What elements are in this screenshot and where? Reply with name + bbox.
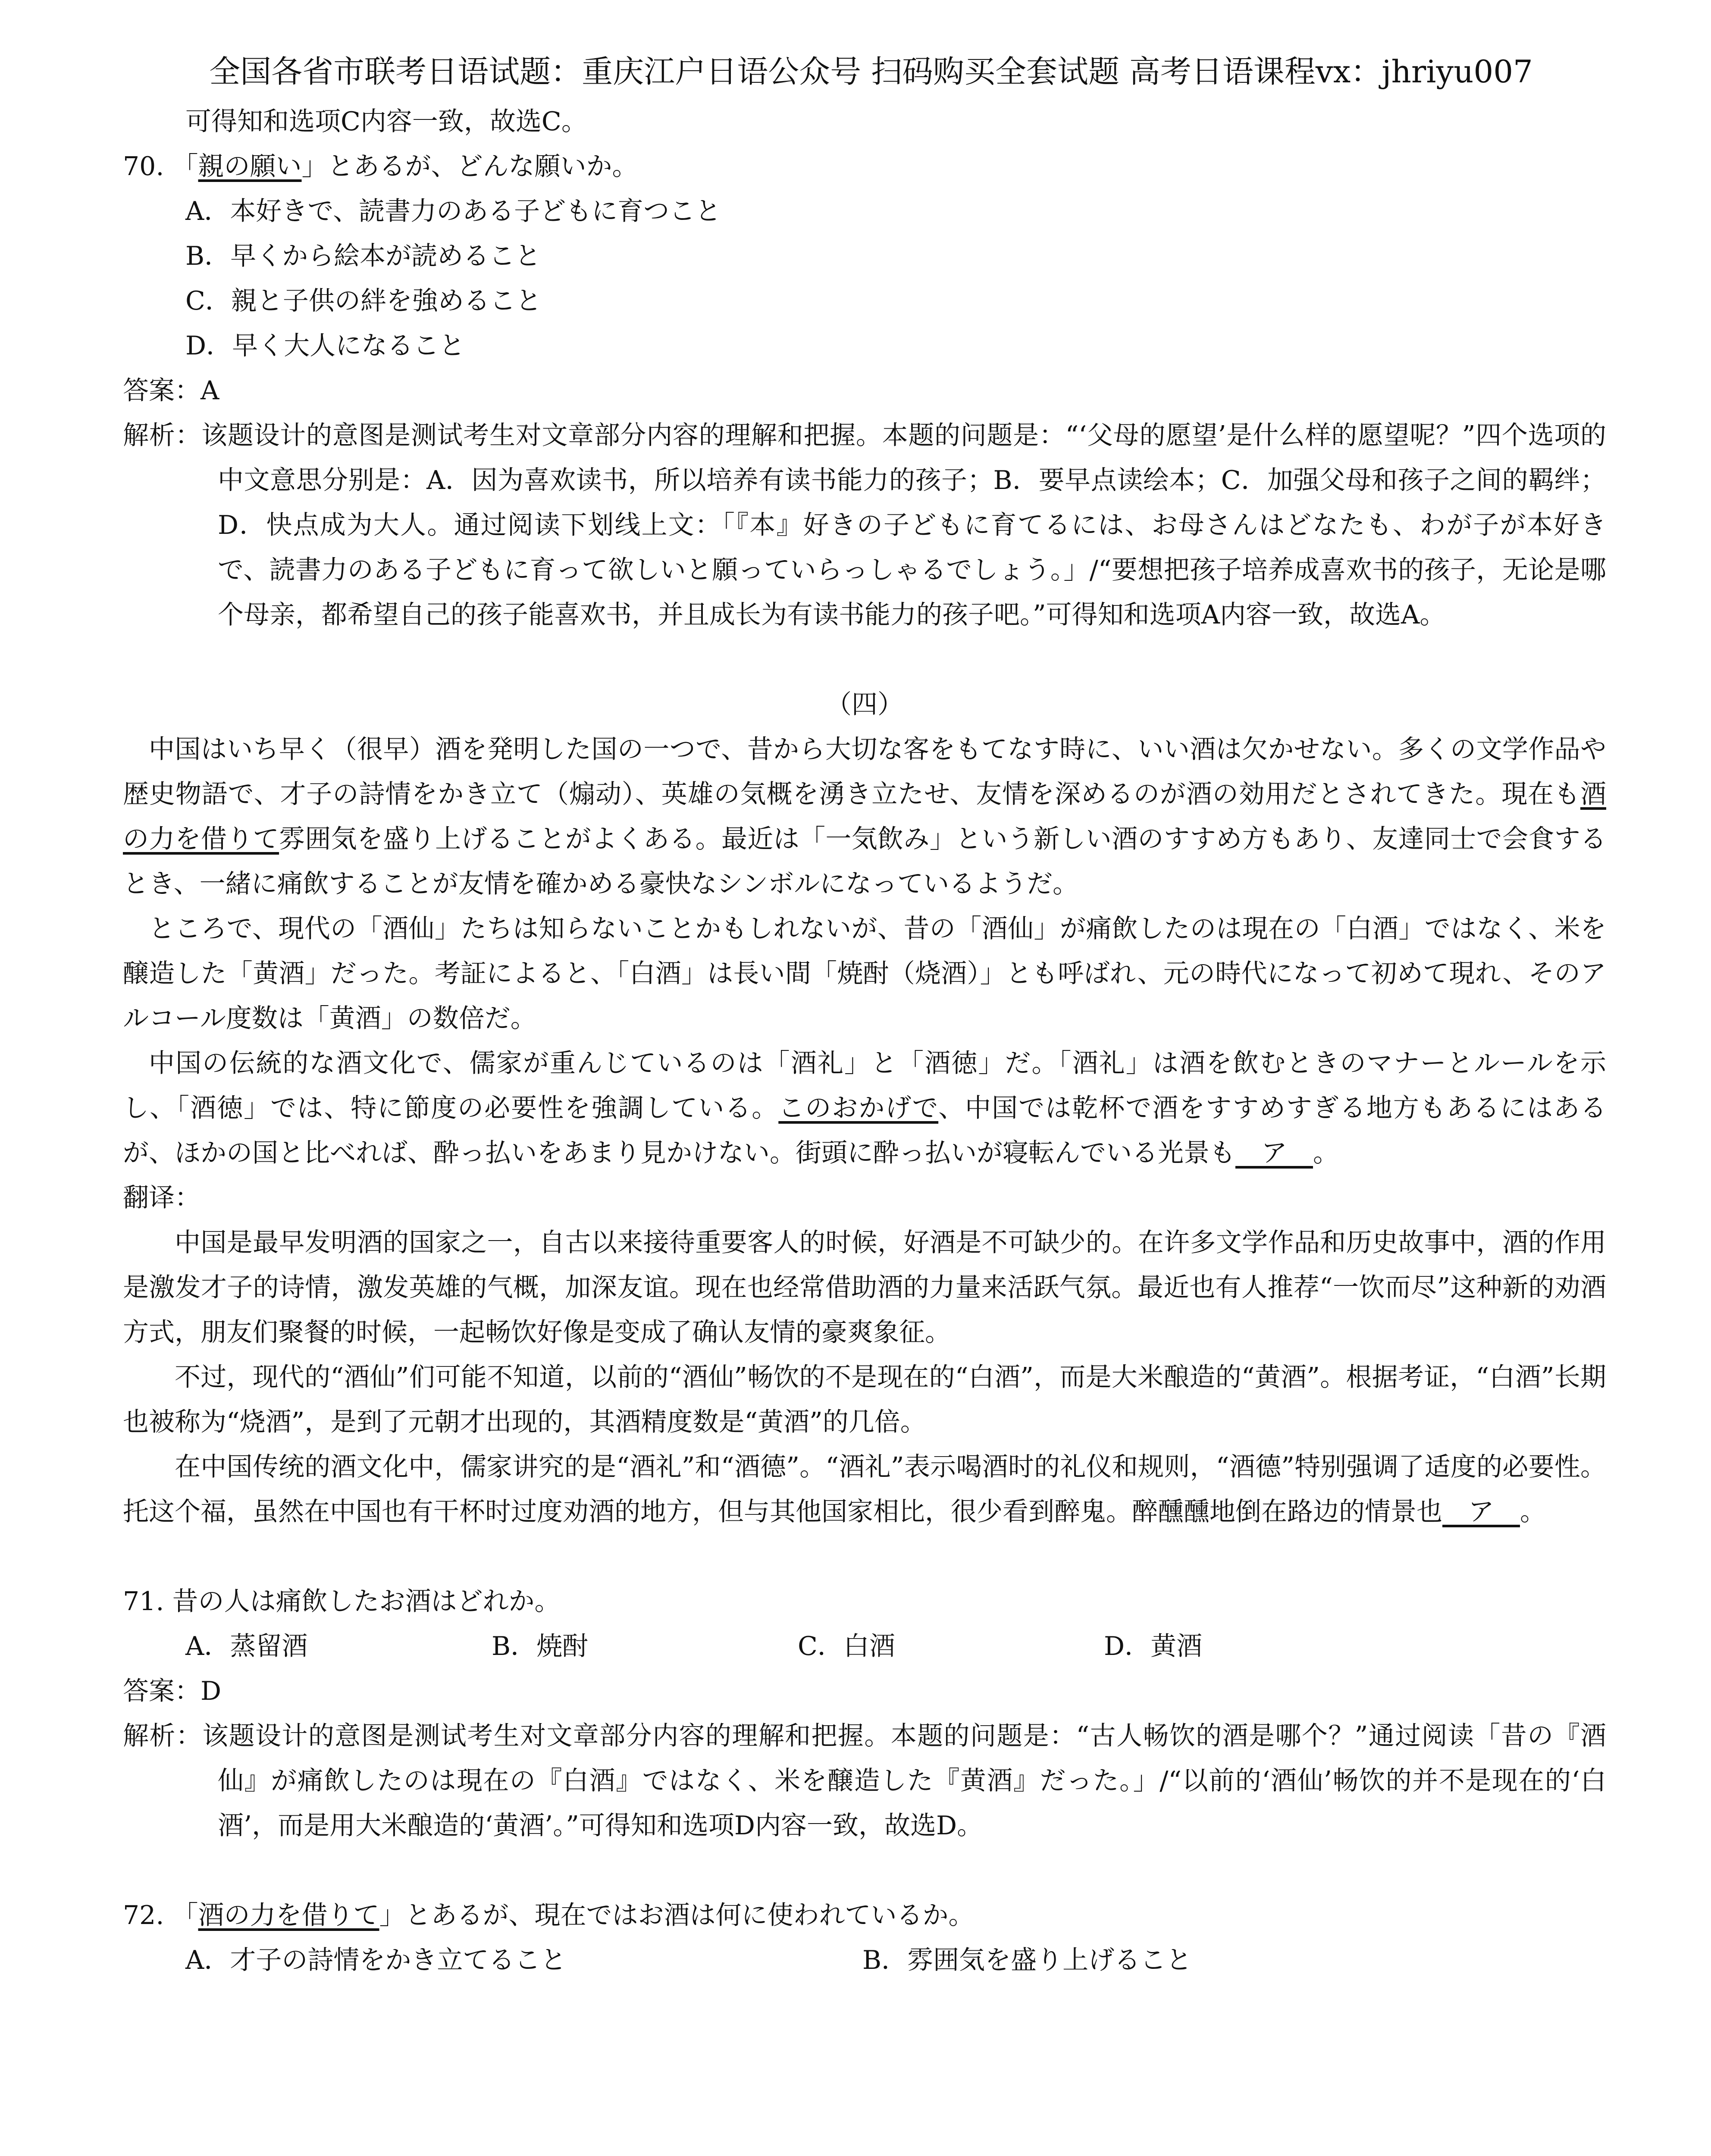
question-71-options [123, 1624, 1606, 1669]
question-72-stem [123, 1893, 1606, 1938]
underlined-phrase: 親の願い [198, 151, 302, 182]
option-a: A．才子の詩情をかき立てること [185, 1945, 567, 1975]
passage-paragraph-2: ところで、現代の「酒仙」たちは知らないことかもしれないが、昔の「酒仙」が痛飲したのは現在の「白酒」ではなく、米を醸造した「黄酒」だった。考証によると、「白酒」は長い間「焼酎（烧酒）」とも呼ばれ、元の時代になって初めて現れ、そのアルコール度数は「黄酒」の数倍だ。 [123, 914, 1606, 1034]
option-c: C．白酒 [798, 1631, 895, 1661]
analysis-70 [123, 413, 1606, 637]
option-a: A．本好きで、読書力のある子どもに育つこと [185, 196, 721, 226]
stem-open-bracket: 「 [172, 151, 198, 182]
passage-text: 中国の伝統的な酒文化で、儒家が重んじているのは「酒礼」と「酒徳」だ。「酒礼」は酒を飲むときのマナーとルールを示し、「酒徳」では、特に節度の必要性を強調している。 [123, 1048, 1606, 1123]
question-number: 70. [123, 151, 164, 182]
question-70-stem [123, 144, 1606, 189]
spacer [123, 637, 1606, 682]
underlined-phrase: 酒の力を借りて [198, 1900, 379, 1930]
analysis-text: 该题设计的意图是测试考生对文章部分内容的理解和把握。本题的问题是：“古人畅饮的酒是哪个？”通过阅读「昔の『酒仙』が痛飲したのは現在の『白酒』ではなく、米を醸造した『黄酒』だった。」/“以前的‘酒仙’畅饮的并不是现在的‘白酒’，而是用大米酿造的‘黄酒’。”可得知和选项D内容一致，故选D。 [202, 1721, 1606, 1841]
option-b: B．雰囲気を盛り上げること [862, 1945, 1192, 1975]
analysis-71 [123, 1714, 1606, 1848]
option-d: D．黄酒 [1104, 1631, 1203, 1661]
blank-a: ア [1235, 1138, 1313, 1168]
question-number: 72. [123, 1900, 164, 1930]
stem-text: 」とあるが、現在ではお酒は何に使われているか。 [379, 1900, 975, 1930]
analysis-text: 该题设计的意图是测试考生对文章部分内容的理解和把握。本题的问题是：“‘父母的愿望’是什么样的愿望呢？”四个选项的中文意思分别是：A．因为喜欢读书，所以培养有读书能力的孩子；B．要早点读绘本；C．加强父母和孩子之间的羁绊；D．快点成为大人。通过阅读下划线上文：「『本』好きの子どもに育てるには、お母さんはどなたも、わが子が本好きで、読書力のある子どもに育って欲しいと願っていらっしゃるでしょう。」/“要想把孩子培养成喜欢书的孩子，无论是哪个母亲，都希望自己的孩子能喜欢书，并且成长为有读书能力的孩子吧。”可得知和选项A内容一致，故选A。 [201, 420, 1606, 630]
stem-text: 」とあるが、どんな願いか。 [301, 151, 638, 182]
option-c: C．親と子供の絆を強めること [185, 286, 542, 316]
passage-text: 。 [1313, 1138, 1339, 1168]
passage-text: 、中国では乾杯で酒をすすめすぎる地方もあるにはあるが、ほかの国と比べれば、酔っ払いをあまり見かけない。街頭に酔っ払いが寝転んでいる光景も [123, 1093, 1606, 1168]
page-header: 全国各省市联考日语试题：重庆江户日语公众号 扫码购买全套试题 高考日语课程vx：jhriyu007 [209, 53, 1533, 90]
translation-text: 在中国传统的酒文化中，儒家讲究的是“酒礼”和“酒德”。“酒礼”表示喝酒时的礼仪和规则，“酒德”特别强调了适度的必要性。托这个福，虽然在中国也有干杯时过度劝酒的地方，但与其他国家相比，很少看到醉鬼。醉醺醺地倒在路边的情景也 [123, 1452, 1606, 1527]
option-b: B．焼酎 [492, 1631, 589, 1661]
translation-paragraph-1: 中国是最早发明酒的国家之一，自古以来接待重要客人的时候，好酒是不可缺少的。在许多文学作品和历史故事中，酒的作用是激发才子的诗情，激发英雄的气概，加深友谊。现在也经常借助酒的力量来活跃气氛。最近也有人推荐“一饮而尽”这种新的劝酒方式，朋友们聚餐的时候，一起畅饮好像是变成了确认友情的豪爽象征。 [123, 1228, 1606, 1348]
stem-text: 昔の人は痛飲したお酒はどれか。 [172, 1586, 561, 1617]
translation-text: 。 [1520, 1497, 1546, 1527]
translation-paragraph-3 [123, 1445, 1606, 1534]
option-a: A．蒸留酒 [185, 1631, 308, 1661]
passage-text: 中国はいち早く（很早）酒を発明した国の一つで、昔から大切な客をもてなす時に、いい酒は欠かせない。多くの文学作品や歴史物語で、才子の詩情をかき立て（煽动）、英雄の気概を湧き立たせ、友情を深めるのが酒の効用だとされてきた。現在も [123, 734, 1606, 809]
previous-conclusion: 可得知和选项C内容一致，故选C。 [185, 107, 587, 137]
analysis-label: 解析： [123, 420, 202, 451]
spacer [123, 1534, 1606, 1579]
translation-label: 翻译： [123, 1183, 201, 1213]
question-number: 71. [123, 1586, 164, 1617]
passage-text: 雰囲気を盛り上げることがよくある。最近は「一気飲み」という新しい酒のすすめ方もあり、友達同士で会食するとき、一緒に痛飲することが友情を確かめる豪快なシンボルになっているようだ。 [123, 824, 1606, 899]
question-72-options [123, 1938, 1606, 1983]
option-b: B．早くから絵本が読めること [185, 241, 541, 271]
passage-paragraph-3 [123, 1041, 1606, 1175]
page-content [123, 99, 1606, 1983]
passage-title: （四） [826, 689, 903, 720]
option-d: D．早く大人になること [185, 331, 465, 361]
analysis-label: 解析： [123, 1721, 203, 1751]
answer-71: 答案：D [123, 1676, 222, 1706]
blank-a: ア [1442, 1497, 1520, 1527]
question-71-stem [123, 1579, 1606, 1624]
spacer [123, 1848, 1606, 1893]
translation-paragraph-2: 不过，现代的“酒仙”们可能不知道，以前的“酒仙”畅饮的不是现在的“白酒”，而是大米酿造的“黄酒”。根据考证，“白酒”长期也被称为“烧酒”，是到了元朝才出现的，其酒精度数是“黄酒”的几倍。 [123, 1362, 1606, 1437]
passage-paragraph-1 [123, 727, 1606, 906]
answer-70: 答案：A [123, 376, 219, 406]
stem-open-bracket: 「 [172, 1900, 198, 1930]
underlined-phrase: このおかげで [778, 1093, 939, 1123]
underlined-phrase: 酒の力を借りて [123, 779, 1606, 854]
